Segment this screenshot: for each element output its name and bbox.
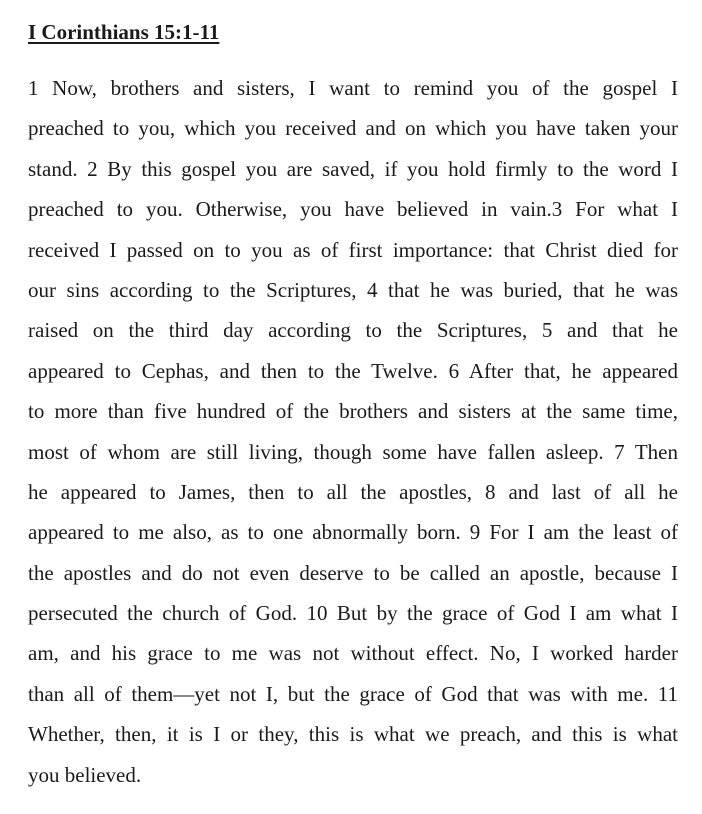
text-line: he appeared to James, then to all the apostles, 8 and last of all he <box>28 479 678 504</box>
text-line: am, and his grace to me was not without effect. No, I worked harder <box>28 641 678 666</box>
text-line: you believed. <box>28 762 142 787</box>
text-line: raised on the third day according to the Scriptures, 5 and that he <box>28 318 678 343</box>
passage-body <box>28 73 678 800</box>
text-line: preached to you, which you received and on which you have taken your <box>28 116 678 141</box>
text-line: appeared to Cephas, and then to the Twelve. 6 After that, he appeared <box>28 358 678 383</box>
text-line: appeared to me also, as to one abnormally born. 9 For I am the least of <box>28 520 678 545</box>
text-line: received I passed on to you as of first importance: that Christ died for <box>28 237 678 262</box>
text-line: persecuted the church of God. 10 But by the grace of God I am what I <box>28 601 678 626</box>
text-line: 1 Now, brothers and sisters, I want to remind you of the gospel I <box>28 76 678 100</box>
text-line: to more than five hundred of the brothers and sisters at the same time, <box>28 399 678 424</box>
text-line: our sins according to the Scriptures, 4 that he was buried, that he was <box>28 277 678 302</box>
text-line: the apostles and do not even deserve to be called an apostle, because I <box>28 560 678 585</box>
text-line: than all of them—yet not I, but the grace of God that was with me. 11 <box>28 681 678 706</box>
passage-title: I Corinthians 15:1-11 <box>28 20 220 44</box>
text-line: Whether, then, it is I or they, this is what we preach, and this is what <box>28 722 678 747</box>
text-line: preached to you. Otherwise, you have believed in vain.3 For what I <box>28 197 678 222</box>
text-line: most of whom are still living, though some have fallen asleep. 7 Then <box>28 439 678 464</box>
text-line: stand. 2 By this gospel you are saved, if you hold firmly to the word I <box>28 156 678 181</box>
